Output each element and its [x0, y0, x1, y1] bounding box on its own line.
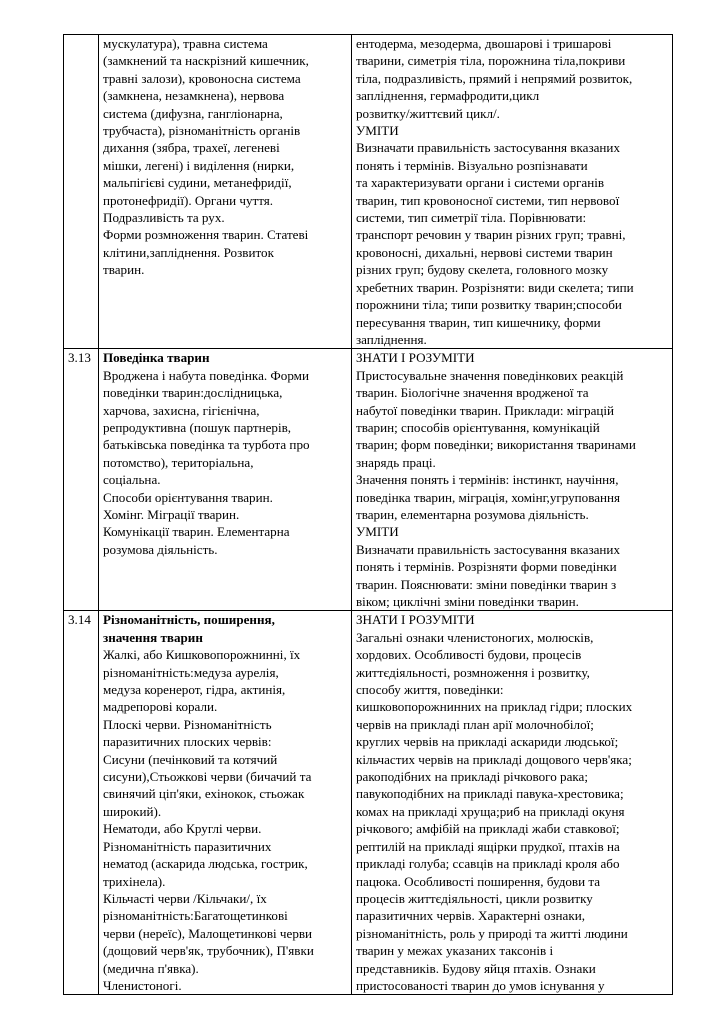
table-row	[64, 611, 673, 995]
requirements-line: знарядь праці.	[356, 454, 436, 470]
requirements-line: тварин; форм поведінки; використання тваринами	[356, 437, 636, 453]
topic-title-line: Поведінка тварин	[103, 350, 210, 366]
requirements-line: запліднення, гермафродити,цикл	[356, 88, 540, 104]
content-line: Форми розмноження тварин. Статеві	[103, 227, 309, 243]
requirements-line: ЗНАТИ І РОЗУМІТИ	[356, 612, 475, 628]
row-number	[64, 35, 99, 349]
requirements-line: процесів життєдіяльності, цикли розвитку	[356, 890, 593, 906]
requirements-line: річкового; амфібій на прикладі жаби ставкової;	[356, 821, 620, 837]
requirements-line: тварин у межах указаних таксонів і	[356, 943, 554, 959]
requirements-line: тварин, тип кровоносної системи, тип нервової	[356, 192, 620, 208]
requirements-line: Пристосувальне значення поведінкових реакцій	[356, 367, 624, 383]
content-line: поведінки тварин:дослідницька,	[103, 385, 283, 401]
requirements-line: тварин, елементарна розумова діяльність.	[356, 506, 589, 522]
topic-title-line: значення тварин	[103, 629, 203, 645]
content-line: батьківська поведінка та турбота про	[103, 437, 310, 453]
requirements-line: ракоподібних на прикладі річкового рака;	[356, 769, 588, 785]
content-cell	[99, 35, 352, 349]
content-line: нематод (аскарида людська, гострик,	[103, 856, 308, 872]
requirements-line: хребетних тварин. Розрізняти: види скелета; типи	[356, 279, 634, 295]
requirements-line: пацюка. Особливості поширення, будови та	[356, 873, 601, 889]
content-line: Кільчасті черви /Кільчаки/, їх	[103, 890, 267, 906]
row-number: 3.13	[64, 349, 99, 611]
content-line: паразитичних плоских червів:	[103, 734, 272, 750]
requirements-line: тварин. Пояснювати: зміни поведінки тварин з	[356, 576, 617, 592]
content-line: Жалкі, або Кишковопорожнинні, їх	[103, 647, 301, 663]
requirements-line: Значення понять і термінів: інстинкт, научіння,	[356, 472, 619, 488]
requirements-line: кільчастих червів на прикладі дощового черв'яка;	[356, 751, 632, 767]
requirements-line: віком; циклічні зміни поведінки тварин.	[356, 594, 579, 609]
requirements-line: понять і термінів. Розрізняти форми поведінки	[356, 559, 617, 575]
content-line: мадрепорові корали.	[103, 699, 218, 715]
content-line: (медична п'явка).	[103, 960, 199, 976]
content-line: дихання (зябра, трахеї, легеневі	[103, 140, 280, 156]
requirements-line: Визначати правильність застосування вказаних	[356, 541, 620, 557]
content-line: черви (нереїс), Малощетинкові черви	[103, 925, 313, 941]
requirements-line: павукоподібних на прикладі павука-хрестовика;	[356, 786, 624, 802]
requirements-line: набутої поведінки тварин. Приклади: міграцій	[356, 402, 615, 418]
requirements-line: комах на прикладі хруща;риб на прикладі окуня	[356, 803, 625, 819]
content-line: свинячий ціп'яки, ехінокок, стьожак	[103, 786, 305, 802]
content-line: трубчаста), різноманітність органів	[103, 123, 301, 139]
content-line: Вроджена і набута поведінка. Форми	[103, 367, 309, 383]
content-line: Подразливість та рух.	[103, 210, 225, 226]
requirements-line: поведінка тварин, міграція, хомінг,угруповання	[356, 489, 621, 505]
requirements-line: розвитку/життєвий цикл/.	[356, 105, 500, 121]
requirements-line: транспорт речовин у тварин різних груп; травні,	[356, 227, 626, 243]
content-line: (дощовий черв'як, трубочник), П'явки	[103, 943, 314, 959]
requirements-line: пересування тварин, тип кишечнику, форми	[356, 314, 601, 330]
requirements-line: Загальні ознаки членистоногих, молюсків,	[356, 629, 594, 645]
requirements-line: порожнини тіла; типи розвитку тварин;способи	[356, 297, 622, 313]
requirements-line: системи, тип симетрії тіла. Порівнювати:	[356, 210, 587, 226]
requirements-line: Визначати правильність застосування вказаних	[356, 140, 620, 156]
content-line: медуза коренерот, гідра, актинія,	[103, 682, 286, 698]
content-line: соціальна.	[103, 472, 161, 488]
requirements-line: тіла, подразливість, прямий і непрямий розвиток,	[356, 70, 633, 86]
requirements-cell	[352, 35, 673, 349]
requirements-line: запліднення.	[356, 331, 427, 347]
content-line: різноманітність:медуза аурелія,	[103, 664, 279, 680]
requirements-line: УМІТИ	[356, 123, 399, 139]
content-line: клітини,запліднення. Розвиток	[103, 244, 274, 260]
content-line: сисуни),Стьожкові черви (бичачий та	[103, 769, 312, 785]
topic-title-line: Різноманітність, поширення,	[103, 612, 275, 628]
content-line: мускулатура), травна система	[103, 36, 268, 51]
requirements-line: круглих червів на прикладі аскариди людської;	[356, 734, 619, 750]
content-line: широкий).	[103, 803, 162, 819]
content-line: потомство), територіальна,	[103, 454, 254, 470]
content-line: Плоскі черви. Різноманітність	[103, 716, 272, 732]
requirements-line: тварин. Біологічне значення вродженої та	[356, 385, 589, 401]
requirements-line: тварин; способів орієнтування, комунікацій	[356, 419, 600, 435]
content-line: (замкнений та наскрізний кишечник,	[103, 53, 309, 69]
table-row	[64, 35, 673, 349]
table-body	[64, 35, 673, 995]
content-line: протонефридії). Органи чуття.	[103, 192, 274, 208]
content-line: мальпігієві судини, метанефридії,	[103, 175, 292, 191]
content-line: Хомінг. Міграції тварин.	[103, 506, 240, 522]
requirements-line: прикладі голуба; ссавців на прикладі кроля або	[356, 856, 620, 872]
content-line: система (дифузна, гангліонарна,	[103, 105, 283, 121]
requirements-line: способу життя, поведінки:	[356, 682, 504, 698]
requirements-line: кишковопорожнинних на приклад гідри; плоских	[356, 699, 633, 715]
content-cell	[99, 349, 352, 611]
table-row	[64, 349, 673, 611]
requirements-line: червів на прикладі план арії молочнобілої;	[356, 716, 594, 732]
requirements-line: представників. Будову яйця птахів. Ознаки	[356, 960, 596, 976]
content-line: Членистоногі.	[103, 977, 182, 993]
requirements-cell	[352, 349, 673, 611]
requirements-line: різноманітність, роль у природі та житті людини	[356, 925, 628, 941]
requirements-line: ЗНАТИ І РОЗУМІТИ	[356, 350, 475, 366]
content-line: різноманітність:Багатощетинкові	[103, 908, 288, 924]
requirements-line: УМІТИ	[356, 524, 399, 540]
content-line: репродуктивна (пошук партнерів,	[103, 419, 292, 435]
requirements-line: пристосованості тварин до умов існування у	[356, 977, 605, 993]
requirements-line: хордових. Особливості будови, процесів	[356, 647, 582, 663]
content-line: харчова, захисна, гігієнічна,	[103, 402, 260, 418]
requirements-line: ентодерма, мезодерма, двошарові і тришарові	[356, 36, 612, 51]
requirements-line: тварини, симетрія тіла, порожнина тіла,покриви	[356, 53, 626, 69]
requirements-line: понять і термінів. Візуально розпізнавати	[356, 157, 588, 173]
content-line: Різноманітність паразитичних	[103, 838, 272, 854]
requirements-cell	[352, 611, 673, 995]
content-line: травні залози), кровоносна система	[103, 70, 301, 86]
requirements-line: паразитичних червів. Характерні ознаки,	[356, 908, 585, 924]
requirements-line: та характеризувати органи і системи органів	[356, 175, 605, 191]
content-cell	[99, 611, 352, 995]
requirements-line: життєдіяльності, розмноження і розвитку,	[356, 664, 590, 680]
content-line: тварин.	[103, 262, 145, 278]
content-line: Способи орієнтування тварин.	[103, 489, 273, 505]
requirements-line: кровоносні, дихальні, нервові системи тварин	[356, 244, 613, 260]
curriculum-table	[63, 34, 673, 995]
content-line: Сисуни (печінковий та котячий	[103, 751, 278, 767]
content-line: (замкнена, незамкнена), нервова	[103, 88, 285, 104]
row-number: 3.14	[64, 611, 99, 995]
content-line: трихінела).	[103, 873, 166, 889]
requirements-line: різних груп; будову скелета, головного мозку	[356, 262, 609, 278]
content-line: Нематоди, або Круглі черви.	[103, 821, 262, 837]
requirements-line: рептилій на прикладі ящірки прудкої, птахів на	[356, 838, 620, 854]
content-line: розумова діяльність.	[103, 541, 218, 557]
content-line: мішки, легені) і виділення (нирки,	[103, 157, 295, 173]
content-line: Комунікації тварин. Елементарна	[103, 524, 290, 540]
